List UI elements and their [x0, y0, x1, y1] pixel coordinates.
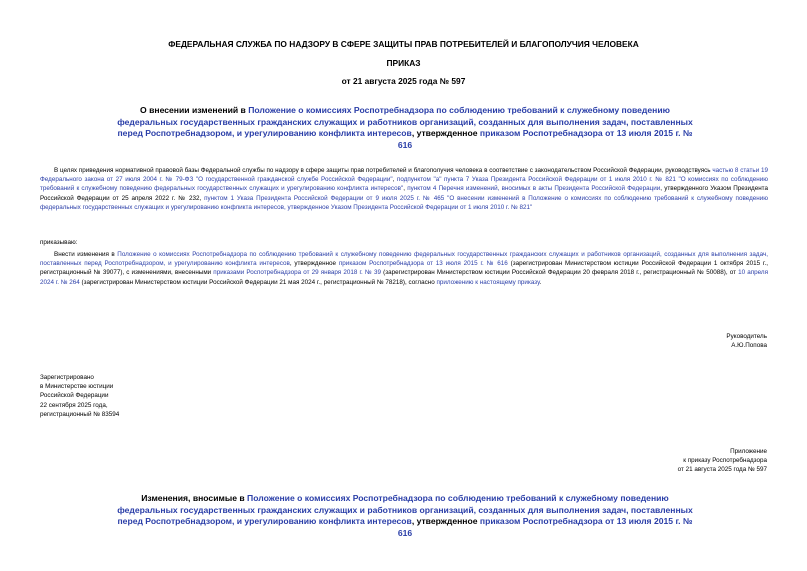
order-link-order-264[interactable]: 10 апреля 2024 г. № 264: [40, 269, 768, 286]
order-link-regulation[interactable]: Положение о комиссиях Роспотребнадзора по соблюдению требований к служебному поведению федеральных государственных гражданских служащих и работников организаций, созданных для выполнения задач, поставленных перед Роспотребнадзором, и урегулированию конфликта интересов: [40, 251, 768, 268]
order-link-order-616[interactable]: приказом Роспотребнадзора от 13 июля 2015 г. № 616: [338, 260, 508, 268]
annex-title: [110, 493, 700, 539]
order-link-annex[interactable]: приложению к настоящему приказу: [436, 278, 540, 286]
annex-header: [678, 447, 767, 475]
preamble-link-decree-465[interactable]: пунктом 1 Указа Президента Российской Федерации от 9 июля 2025 г. № 465 "О внесении изменений в Положение о комиссиях по соблюдению требований к служебному поведению федеральных государственных служащих и урегулированию конфликта интересов, утвержденное Указом Президента Российской Федерации от 1 июля 2010 г. № 821": [40, 194, 768, 211]
registration-line-2: в Министерстве юстиции: [40, 383, 114, 391]
title-text-2: , утвержденное: [411, 128, 480, 139]
order-text-3: (зарегистрирован Министерством юстиции Российской Федерации 1 октября 2015 г., регистрационный № 39077), с изменениями, внесенными: [40, 260, 768, 277]
signature-position: Руководитель: [726, 333, 767, 340]
annex-line-1: Приложение: [730, 448, 767, 455]
annex-title-text-1: Изменения, вносимые в: [141, 493, 248, 503]
preamble-text-1: В целях приведения нормативной правовой базы Федеральной службы по надзору в сфере защиты прав потребителей и благополучия человека в соответствие с законодательством Российской Федерации, руководствуясь: [54, 167, 713, 174]
annex-title-text-2: , утвержденное: [411, 516, 480, 527]
document-type-heading: ПРИКАЗ: [386, 58, 421, 68]
order-text-5: (зарегистрирован Министерством юстиции Российской Федерации 21 мая 2024 г., регистрационный № 78218), согласно: [79, 278, 437, 286]
agency-heading: ФЕДЕРАЛЬНАЯ СЛУЖБА ПО НАДЗОРУ В СФЕРЕ ЗАЩИТЫ ПРАВ ПОТРЕБИТЕЛЕЙ И БЛАГОПОЛУЧИЯ ЧЕЛОВЕКА: [168, 39, 639, 49]
registration-line-1: Зарегистрировано: [40, 374, 94, 381]
annex-title-link-regulation[interactable]: Положение о комиссиях Роспотребнадзора по соблюдению требований к служебному поведению федеральных государственных гражданских служащих и работников организаций, созданных для выполнения задач, поставленных перед Роспотребнадзором, и урегулированию конфликта интересов: [117, 493, 693, 527]
ordered-word: приказываю:: [40, 239, 78, 246]
title-link-regulation[interactable]: Положение о комиссиях Роспотребнадзора по соблюдению требований к служебному поведению федеральных государственных гражданских служащих и работников организаций, созданных для выполнения задач, поставленных перед Роспотребнадзором, и урегулированию конфликта интересов: [117, 105, 693, 139]
preamble-text-4: , утвержденного Указом Президента Российской Федерации от 25 апреля 2022 г. № 232,: [40, 185, 768, 202]
signature-name: А.Ю.Попова: [731, 342, 767, 350]
preamble-link-changes-list[interactable]: пунктом 4 Перечня изменений, вносимых в акты Президента Российской Федерации: [407, 185, 661, 193]
order-text-2: , утвержденное: [289, 260, 339, 268]
order-text-4: (зарегистрирован Министерством юстиции Российской Федерации 20 февраля 2018 г., регистрационный № 50088), от: [381, 269, 739, 277]
annex-line-2: к приказу Роспотребнадзора: [683, 457, 767, 465]
registration-block: [40, 373, 119, 419]
order-title: [110, 105, 700, 151]
registration-line-3: Российской Федерации: [40, 392, 109, 400]
registration-line-4: 22 сентября 2025 года,: [40, 401, 108, 409]
order-link-order-39[interactable]: приказами Роспотребнадзора от 29 января 2018 г. № 39: [213, 269, 382, 277]
order-paragraph: [40, 250, 768, 287]
preamble-paragraph: [40, 166, 768, 212]
document-date-number: от 21 августа 2025 года № 597: [341, 76, 466, 86]
order-text-1: Внести изменения в: [54, 251, 118, 258]
preamble-link-decree-821[interactable]: подпунктом "а" пункта 7 Указа Президента Российской Федерации от 1 июля 2010 г. № 821 "О комиссиях по соблюдению требований к служебному поведению федеральных государственных служащих и урегулированию конфликта интересов": [40, 176, 768, 193]
preamble-text-2: ,: [392, 176, 397, 184]
title-text-1: О внесении изменений в: [140, 105, 249, 115]
registration-line-5: регистрационный № 83594: [40, 410, 120, 418]
preamble-text-3: ,: [403, 185, 408, 193]
annex-line-3: от 21 августа 2025 года № 597: [677, 466, 767, 474]
order-text-6: .: [539, 278, 542, 286]
preamble-link-federal-law[interactable]: частью 8 статьи 19 Федерального закона от 27 июля 2004 г. № 79-ФЗ "О государственной гражданской службе Российской Федерации": [40, 167, 768, 184]
signature-block: [726, 332, 767, 350]
title-link-order-616[interactable]: приказом Роспотребнадзора от 13 июля 2015 г. № 616: [397, 128, 693, 150]
annex-title-link-order-616[interactable]: приказом Роспотребнадзора от 13 июля 2015 г. № 616: [397, 516, 693, 538]
